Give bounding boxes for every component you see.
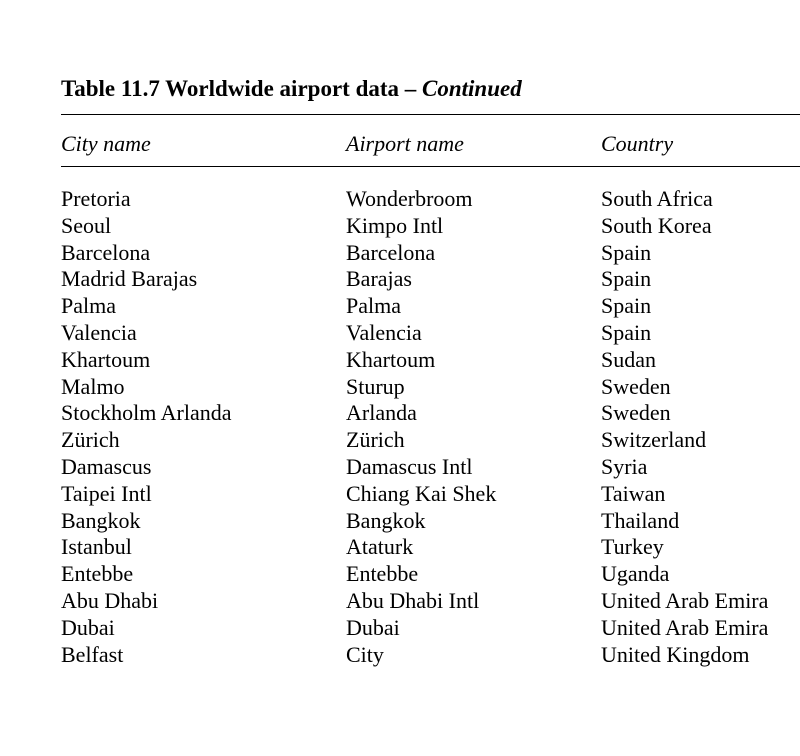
cell-airport-name: Damascus Intl — [346, 453, 473, 479]
cell-airport-name: Ataturk — [346, 534, 414, 560]
table-row — [61, 508, 800, 535]
cell-city-name: Entebbe — [61, 561, 134, 587]
cell-city-name: Palma — [61, 293, 116, 319]
header-airport-name: Airport name — [346, 131, 464, 156]
cell-airport-name: Arlanda — [346, 400, 417, 426]
cell-country: Uganda — [601, 561, 670, 587]
table-row — [61, 588, 800, 615]
cell-country: South Korea — [601, 212, 712, 238]
table-row — [61, 642, 800, 669]
cell-country: Sudan — [601, 346, 656, 372]
cell-airport-name: Entebbe — [346, 561, 419, 587]
table-row — [61, 213, 800, 240]
table-caption — [61, 76, 522, 102]
cell-city-name: Stockholm Arlanda — [61, 400, 232, 426]
table-row — [61, 293, 800, 320]
cell-city-name: Seoul — [61, 212, 112, 238]
cell-country: United Kingdom — [601, 641, 750, 667]
cell-city-name: Damascus — [61, 453, 152, 479]
cell-country: South Africa — [601, 186, 713, 211]
table-row — [61, 481, 800, 508]
cell-country: Spain — [601, 239, 652, 265]
cell-country: Taiwan — [601, 480, 666, 506]
cell-city-name: Malmo — [61, 373, 125, 399]
cell-city-name: Abu Dhabi — [61, 587, 159, 613]
table-row — [61, 615, 800, 642]
cell-city-name: Valencia — [61, 319, 137, 345]
cell-airport-name: Zürich — [346, 427, 405, 453]
cell-city-name: Belfast — [61, 641, 124, 667]
table-row — [61, 186, 800, 213]
table-caption-label: Table 11.7 Worldwide airport data – — [61, 76, 417, 101]
cell-country: Spain — [601, 319, 652, 345]
cell-airport-name: Sturup — [346, 373, 405, 399]
cell-airport-name: Barajas — [346, 266, 412, 292]
cell-city-name: Zürich — [61, 427, 120, 453]
table-row — [61, 240, 800, 267]
table-body — [61, 186, 800, 668]
cell-airport-name: Palma — [346, 293, 401, 319]
cell-city-name: Istanbul — [61, 534, 132, 560]
cell-airport-name: Abu Dhabi Intl — [346, 587, 480, 613]
cell-airport-name: Chiang Kai Shek — [346, 480, 497, 506]
table-row — [61, 561, 800, 588]
cell-country: Sweden — [601, 400, 671, 426]
table-row — [61, 347, 800, 374]
cell-airport-name: Valencia — [346, 319, 422, 345]
cell-airport-name: Barcelona — [346, 239, 436, 265]
cell-airport-name: Kimpo Intl — [346, 212, 444, 238]
cell-country: Spain — [601, 266, 652, 292]
table-caption-continued: Continued — [422, 76, 522, 101]
table-row — [61, 454, 800, 481]
cell-city-name: Barcelona — [61, 239, 151, 265]
table-header-row — [61, 131, 800, 159]
table-row — [61, 427, 800, 454]
table-top-rule — [61, 114, 800, 115]
cell-country: Spain — [601, 293, 652, 319]
cell-airport-name: City — [346, 641, 384, 667]
cell-city-name: Khartoum — [61, 346, 151, 372]
table-row — [61, 374, 800, 401]
cell-city-name: Dubai — [61, 614, 115, 640]
table-row — [61, 266, 800, 293]
table-row — [61, 400, 800, 427]
header-country: Country — [601, 131, 674, 156]
cell-country: Sweden — [601, 373, 671, 399]
cell-country: United Arab Emira — [601, 587, 769, 613]
cell-country: Turkey — [601, 534, 664, 560]
cell-country: Syria — [601, 453, 648, 479]
cell-city-name: Taipei Intl — [61, 480, 152, 506]
table-header-rule — [61, 166, 800, 167]
cell-airport-name: Khartoum — [346, 346, 436, 372]
cell-country: Thailand — [601, 507, 680, 533]
cell-city-name: Pretoria — [61, 186, 131, 211]
cell-country: United Arab Emira — [601, 614, 769, 640]
cell-country: Switzerland — [601, 427, 707, 453]
table-row — [61, 534, 800, 561]
cell-city-name: Madrid Barajas — [61, 266, 198, 292]
cell-airport-name: Dubai — [346, 614, 400, 640]
cell-city-name: Bangkok — [61, 507, 141, 533]
document-page — [61, 0, 800, 756]
cell-airport-name: Bangkok — [346, 507, 426, 533]
cell-airport-name: Wonderbroom — [346, 186, 473, 211]
table-row — [61, 320, 800, 347]
header-city-name: City name — [61, 131, 151, 156]
